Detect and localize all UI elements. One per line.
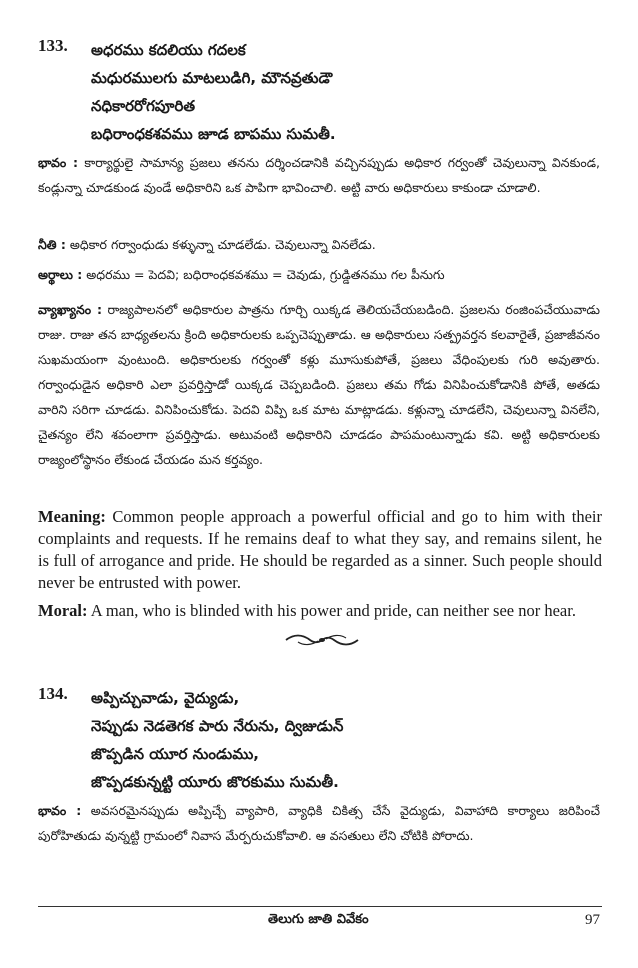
bhavam-text: అవసరమైనప్పుడు అప్పిచ్చే వ్యాపారి, వ్యాధికి చికిత్స చేసే వైద్యుడు, వివాహాది కార్యాలు జరిపించే పురోహితుడు వున్నట్టి గ్రామంలో నివాస మేర్పరుచుకోవాలి. ఆ వసతులు లేని చోటికి పోరాదు. [38, 803, 601, 843]
poem-number: 134. [38, 684, 68, 703]
arthalu-paragraph [38, 262, 600, 287]
poem-verse [91, 36, 336, 148]
bhavam-label: భావం : [38, 155, 79, 170]
vyakhyanam-label: వ్యాఖ్యానం : [38, 302, 102, 317]
poem-line: అధరము కదలియు గదలక [91, 41, 246, 59]
arthalu-label: అర్థాలు : [38, 267, 83, 282]
poem-line: మధురములగు మాటలుడిగి, మౌనవ్రతుడౌ [91, 69, 333, 87]
poem-line: జొప్పడిన యూర నుండుము, [91, 745, 260, 763]
poem-line: నెప్పుడు నెడతెగక పారు నేరును, ద్విజుడున్ [91, 717, 344, 735]
bhavam-paragraph [38, 798, 600, 848]
bhavam-text: కార్యార్థులై సామాన్య ప్రజలు తనను దర్శించడానికి వచ్చినప్పుడు అధికార గర్వంతో చెవులున్నా వినకుండ, కండ్లున్నా చూడకుండ వుండే అధికారిని ఒక పాపిగా భావించాలి. అట్టి వారు అధికారులు కాకుండా చూడాలి. [38, 155, 600, 195]
bhavam-paragraph [38, 150, 600, 200]
footer-divider [38, 906, 602, 907]
vyakhyanam-paragraph [38, 297, 600, 472]
poem-line: అప్పిచ్చువాడు, వైద్యుడు, [91, 689, 240, 707]
moral-label: Moral: [38, 601, 88, 620]
neethi-text: అధికార గర్వాంధుడు కళ్ళున్నా చూడలేడు. చెవులున్నా వినలేడు. [69, 237, 376, 252]
moral-text: A man, who is blinded with his power and pride, can neither see nor hear. [90, 601, 576, 620]
bhavam-label: భావం : [38, 803, 82, 818]
meaning-label: Meaning: [38, 507, 106, 526]
poem-number: 133. [38, 36, 68, 55]
vyakhyanam-text: రాజ్యపాలనలో అధికారుల పాత్రను గూర్చి యిక్కడ తెలియచేయబడింది. ప్రజలను రంజింపచేయువాడు రాజు. రాజు తన బాధ్యతలను క్రింది అధికారులకు ఒప్పచెప్పుతాడు. ఆ అధికారులు సత్ప్రవర్తన కలవారైతే, ప్రజాజీవనం సుఖమయంగా వుంటుంది. అధికారులకు గర్వంతో కళ్లు మూసుకుపోతే, ప్రజలు వేధింపులకు గురి అవుతారు. గర్వాంధుడైన అధికారి ఎలా ప్రవర్తిస్తాడో యిక్కడ చెప్పబడింది. ప్రజలు తమ గోడు వినిపించుకోడానికి పోతే, అతడు వారిని సరిగా చూడడు. వినిపించుకోడు. పెదవి విప్పి ఒక మాట మాట్లాడడు. కళ్లున్నా చూడలేని, చెవులున్నా వినలేని, చైతన్యం లేని శవంలాగా ప్రవర్తిస్తాడు. అటువంటి అధికారిని చూడడం పాపమంటున్నాడు కవి. అట్టి అధికారులకు రాజ్యంలోస్థానం లేకుండ చేయడం మన కర్తవ్యం. [38, 302, 600, 467]
arthalu-text: అధరము = పెదవి; బధిరాంధకవశము = చెవుడు, గ్రుడ్డితనము గల పీనుగు [86, 267, 445, 282]
poem-verse [91, 684, 343, 796]
neethi-paragraph [38, 232, 600, 257]
meaning-text: Common people approach a powerful official and go to him with their complaints and requests. If he remains deaf to what they say, and remains silent, he is full of arrogance and pride. He should be regarded as a sinner. Such people should never be entrusted with power. [38, 507, 603, 592]
footer-book-title: తెలుగు జాతి వివేకం [268, 912, 369, 927]
page-number: 97 [585, 912, 600, 928]
poem-line: జొప్పడకున్నట్టి యూరు జొరకుము సుమతీ. [91, 773, 339, 791]
neethi-label: నీతి : [38, 237, 66, 252]
flourish-ornament-icon [284, 632, 360, 648]
poem-line: నధికారరోగపూరిత [91, 97, 196, 115]
moral-paragraph [38, 600, 602, 622]
meaning-paragraph [38, 506, 602, 594]
poem-line: బధిరాంధకశవము జూడ బాపము సుమతీ. [91, 125, 336, 143]
